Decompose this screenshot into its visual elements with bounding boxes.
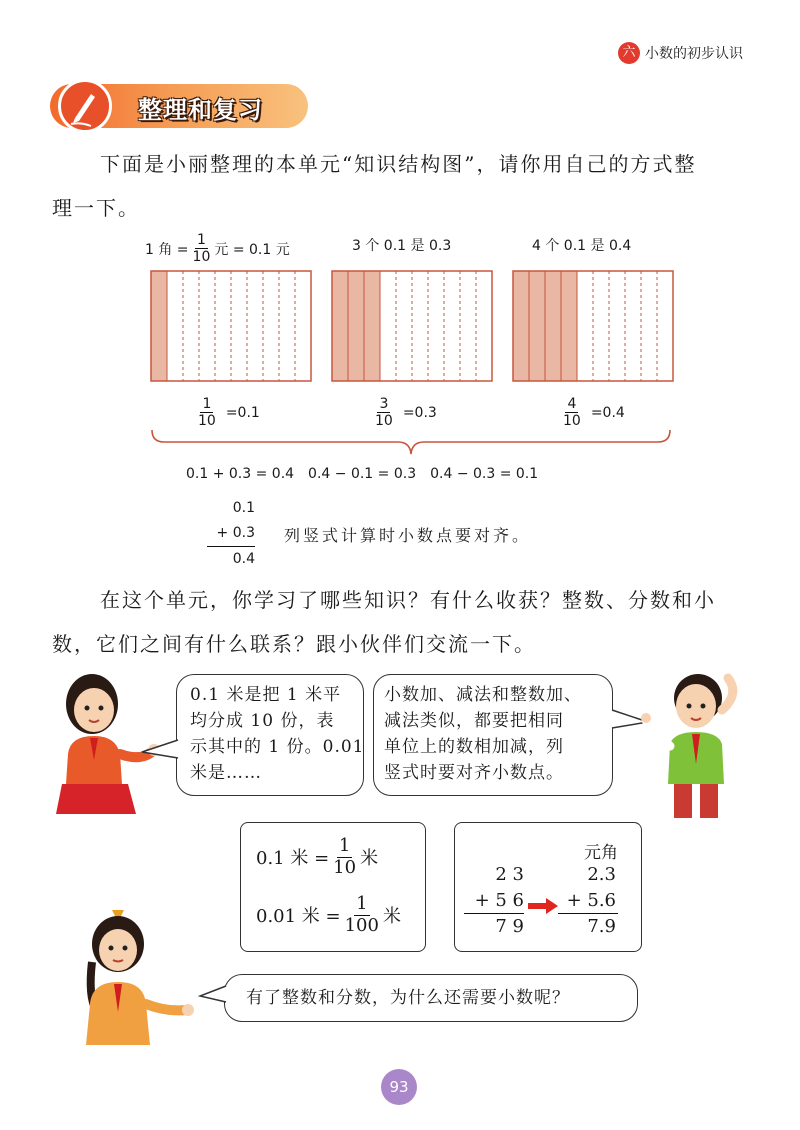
bubble-right-line-1: 小数加、减法和整数加、 xyxy=(384,685,582,705)
intro-line-2: 理一下。 xyxy=(52,196,140,220)
bubble-right-line-2: 减法类似，都要把相同 xyxy=(384,711,564,731)
unshaded-part xyxy=(215,271,231,381)
diagram-label-3: 4 个 0.1 是 0.4 xyxy=(532,238,632,254)
shaded-part xyxy=(561,271,577,381)
units-label: 元角 xyxy=(584,843,618,863)
bubble-right-line-3: 单位上的数相加减，列 xyxy=(384,737,564,757)
question-line-2: 数，它们之间有什么联系？跟小伙伴们交流一下。 xyxy=(52,632,536,656)
vertical-top: 0.1 xyxy=(232,500,255,516)
unshaded-part xyxy=(167,271,183,381)
grid-four-tenths xyxy=(512,270,674,382)
grid-three-tenths xyxy=(331,270,493,382)
equations-line: 0.1 + 0.3 = 0.4 0.4 − 0.1 = 0.3 0.4 − 0.3 = 0.1 xyxy=(186,466,539,482)
unshaded-part xyxy=(625,271,641,381)
bubble-left-line-3: 示其中的 1 份。0.01 xyxy=(190,737,365,757)
shaded-part xyxy=(364,271,380,381)
unshaded-part xyxy=(476,271,492,381)
dec-result: 7.9 xyxy=(587,916,616,937)
unshaded-part xyxy=(657,271,673,381)
unshaded-part xyxy=(380,271,396,381)
int-line xyxy=(464,913,524,914)
question-line-1: 在这个单元，你学习了哪些知识？有什么收获？整数、分数和小 xyxy=(100,588,716,612)
unshaded-part xyxy=(183,271,199,381)
unshaded-part xyxy=(295,271,311,381)
vertical-result: 0.4 xyxy=(232,551,255,567)
unshaded-part xyxy=(577,271,593,381)
shaded-part xyxy=(151,271,167,381)
dec-mid: + 5.6 xyxy=(566,890,616,911)
unshaded-part xyxy=(263,271,279,381)
fraction-1: $\frac{1}{10}$ =0.1 xyxy=(198,396,260,430)
unshaded-part xyxy=(609,271,625,381)
shaded-part xyxy=(332,271,348,381)
bubble-left-line-1: 0.1 米是把 1 米平 xyxy=(190,685,342,705)
diagram-label-2: 3 个 0.1 是 0.3 xyxy=(352,238,452,254)
chapter-number-badge: 六 xyxy=(618,42,640,64)
conversion-row-1: 0.1 米 = $\frac{1}{10}$ 米 xyxy=(256,835,379,878)
shaded-part xyxy=(513,271,529,381)
bubble-tail-left xyxy=(140,738,182,762)
conversion-row-2: 0.01 米 = $\frac{1}{100}$ 米 xyxy=(256,893,401,936)
int-result: 7 9 xyxy=(495,916,524,937)
int-mid: + 5 6 xyxy=(474,890,524,911)
fraction-3: $\frac{4}{10}$ =0.4 xyxy=(563,396,625,430)
grid-one-tenth xyxy=(150,270,312,382)
unshaded-part xyxy=(460,271,476,381)
shaded-part xyxy=(529,271,545,381)
shaded-part xyxy=(545,271,561,381)
vertical-mid: + 0.3 xyxy=(216,525,255,541)
unshaded-part xyxy=(428,271,444,381)
bubble-bottom-text: 有了整数和分数，为什么还需要小数呢？ xyxy=(246,988,570,1008)
vertical-line xyxy=(207,546,255,547)
unshaded-part xyxy=(641,271,657,381)
bubble-left-line-2: 均分成 10 份，表 xyxy=(190,711,335,731)
vertical-note: 列竖式计算时小数点要对齐。 xyxy=(284,526,532,545)
bubble-tail-bottom xyxy=(198,984,230,1006)
unshaded-part xyxy=(593,271,609,381)
unshaded-part xyxy=(199,271,215,381)
dec-line xyxy=(558,913,618,914)
unshaded-part xyxy=(231,271,247,381)
int-top: 2 3 xyxy=(495,864,524,885)
pen-icon xyxy=(58,79,112,133)
chapter-title: 小数的初步认识 xyxy=(645,46,743,62)
dec-top: 2.3 xyxy=(587,864,616,885)
curly-brace xyxy=(148,428,674,458)
unshaded-part xyxy=(444,271,460,381)
fraction-2: $\frac{3}{10}$ =0.3 xyxy=(375,396,437,430)
girl-bottom-illustration xyxy=(62,900,202,1060)
shaded-part xyxy=(348,271,364,381)
section-title: 整理和复习 xyxy=(138,96,263,124)
page-number: 93 xyxy=(381,1069,417,1105)
intro-line-1: 下面是小丽整理的本单元“知识结构图”，请你用自己的方式整 xyxy=(100,152,697,176)
boy-illustration xyxy=(640,664,760,834)
arrow-right-icon xyxy=(528,898,558,914)
unshaded-part xyxy=(247,271,263,381)
unshaded-part xyxy=(412,271,428,381)
unshaded-part xyxy=(396,271,412,381)
bubble-left-line-4: 米是…… xyxy=(190,763,262,783)
diagram-label-1: 1 角 = $\frac{1}{10}$ 元 = 0.1 元 xyxy=(145,232,290,266)
bubble-right-line-4: 竖式时要对齐小数点。 xyxy=(384,763,564,783)
unshaded-part xyxy=(279,271,295,381)
